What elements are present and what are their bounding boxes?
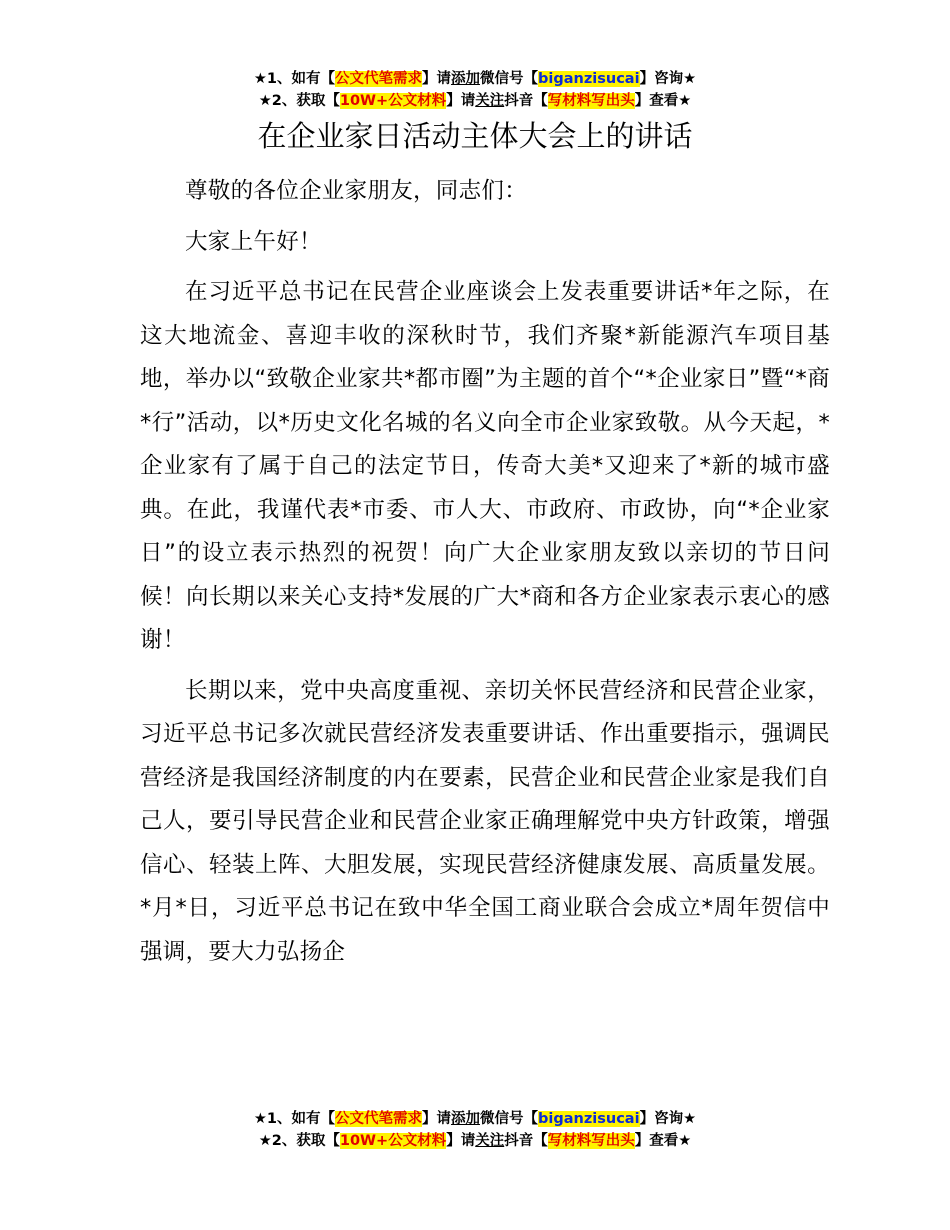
banner-text: 抖音【 xyxy=(504,1133,548,1149)
banner-text: ★2、获取【 xyxy=(258,1133,340,1149)
banner-underlined: 添加 xyxy=(451,1111,481,1127)
banner-highlight: 10W+公文材料 xyxy=(339,93,447,109)
banner-line-1 xyxy=(0,1108,950,1130)
salutation: 尊敬的各位企业家朋友，同志们： xyxy=(185,178,528,204)
banner-wechat-id: biganzisucai xyxy=(538,1111,640,1127)
banner-underlined: 关注 xyxy=(475,1133,505,1149)
banner-wechat-id: biganzisucai xyxy=(538,71,640,87)
greeting: 大家上午好！ xyxy=(185,228,322,255)
banner-underlined: 关注 xyxy=(475,93,505,109)
banner-text: 抖音【 xyxy=(504,93,548,109)
banner-underlined: 添加 xyxy=(451,71,481,87)
footer-banner xyxy=(0,1108,950,1152)
banner-highlight: 写材料写出头 xyxy=(547,93,635,109)
banner-text: ★1、如有【 xyxy=(253,1111,336,1127)
banner-text: 】咨询★ xyxy=(639,1111,697,1127)
banner-text: 】请 xyxy=(422,71,452,87)
body-paragraph: 在习近平总书记在民营企业座谈会上发表重要讲话*年之际，在这大地流金、喜迎丰收的深秋时节，我们齐聚*新能源汽车项目基地，举办以“致敬企业家共*都市圈”为主题的首个“*企业家日”暨“*商*行”活动，以*历史文化名城的名义向全市企业家致敬。从今天起，*企业家有了属于自己的法定节日，传奇大美*又迎来了*新的城市盛典。在此，我谨代表*市委、市人大、市政府、市政协，向“*企业家日”的设立表示热烈的祝贺！向广大企业家朋友致以亲切的节日问候！向长期以来关心支持*发展的广大*商和各方企业家表示衷心的感谢！ xyxy=(140,279,830,653)
banner-text: 微信号【 xyxy=(480,1111,539,1127)
banner-text: ★1、如有【 xyxy=(253,71,336,87)
banner-text: 】查看★ xyxy=(634,1133,692,1149)
banner-text: 】咨询★ xyxy=(639,71,697,87)
banner-highlight: 公文代笔需求 xyxy=(335,71,423,87)
banner-text: 】查看★ xyxy=(634,93,692,109)
banner-text: 微信号【 xyxy=(480,71,539,87)
banner-highlight: 10W+公文材料 xyxy=(339,1133,447,1149)
banner-line-1 xyxy=(0,68,950,90)
body-paragraph: 长期以来，党中央高度重视、亲切关怀民营经济和民营企业家，习近平总书记多次就民营经济发表重要讲话、作出重要指示，强调民营经济是我国经济制度的内在要素，民营企业和民营企业家是我们自己人，要引导民营企业和民营企业家正确理解党中央方针政策，增强信心、轻装上阵、大胆发展，实现民营经济健康发展、高质量发展。*月*日，习近平总书记在致中华全国工商业联合会成立*周年贺信中强调，要大力弘扬企 xyxy=(140,677,830,965)
banner-text: 】请 xyxy=(446,93,476,109)
banner-text: 】请 xyxy=(422,1111,452,1127)
header-banner xyxy=(0,68,950,112)
banner-highlight: 写材料写出头 xyxy=(547,1133,635,1149)
document-body xyxy=(140,170,830,981)
banner-text: 】请 xyxy=(446,1133,476,1149)
document-title: 在企业家日活动主体大会上的讲话 xyxy=(257,119,693,153)
banner-line-2 xyxy=(0,90,950,112)
banner-line-2 xyxy=(0,1130,950,1152)
banner-text: ★2、获取【 xyxy=(258,93,340,109)
banner-highlight: 公文代笔需求 xyxy=(335,1111,423,1127)
